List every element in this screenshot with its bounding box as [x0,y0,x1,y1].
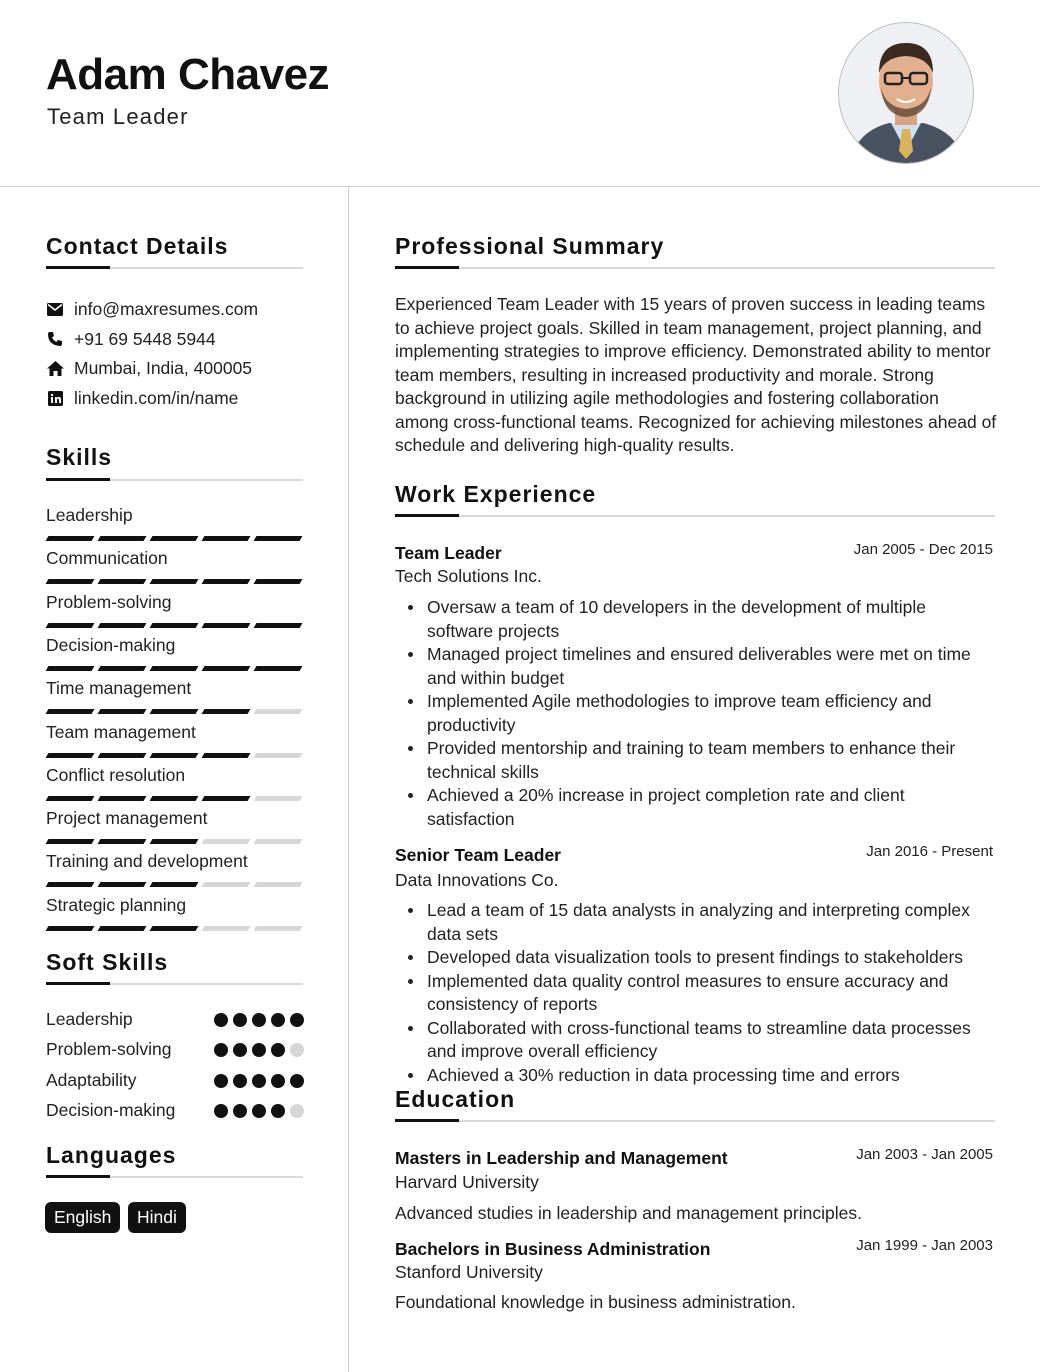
list-item: Implemented Agile methodologies to improve team efficiency and productivity [427,690,997,737]
skill-level-segment [150,753,199,758]
list-item: Provided mentorship and training to team members to enhance their technical skills [427,737,997,784]
candidate-title: Team Leader [47,104,189,129]
rating-dot [214,1104,228,1118]
skill-level-bar [47,623,301,628]
skill-level-segment [254,796,303,801]
rating-dot [271,1013,285,1027]
skill-level-segment [46,579,95,584]
language-badge: English [45,1202,120,1233]
degree-title: Masters in Leadership and Management [395,1148,728,1168]
job-company: Data Innovations Co. [395,870,559,890]
skill-level-bar [47,536,301,541]
skill-level-segment [254,926,303,931]
rating-dot [252,1104,266,1118]
school-name: Stanford University [395,1262,543,1282]
soft-skill-label: Leadership [46,1009,133,1029]
soft-skill-label: Adaptability [46,1070,137,1090]
skill-level-segment [202,623,251,628]
skill-level-segment [150,666,199,671]
skill-level-segment [150,882,199,887]
skill-level-bar [47,926,301,931]
profile-photo [838,22,974,164]
degree-dates: Jan 2003 - Jan 2005 [856,1146,993,1163]
skill-level-segment [46,536,95,541]
resume-header [0,0,1040,186]
rating-dot [290,1104,304,1118]
soft-skill-rating [214,1074,304,1088]
list-item: Managed project timelines and ensured deliverables were met on time and within budget [427,643,997,690]
skill-level-segment [150,709,199,714]
skill-level-segment [46,623,95,628]
skill-label: Strategic planning [46,895,187,915]
skill-level-segment [98,579,147,584]
skill-level-segment [254,666,303,671]
skill-level-segment [150,796,199,801]
list-item: Oversaw a team of 10 developers in the development of multiple software projects [427,596,997,643]
skill-level-segment [98,926,147,931]
summary-heading: Professional Summary [395,233,665,259]
column-divider [348,187,349,1372]
soft-skill-rating [214,1013,304,1027]
envelope-icon [46,300,64,318]
soft-skills-heading: Soft Skills [46,949,169,975]
summary-heading-rule [395,267,995,269]
rating-dot [233,1013,247,1027]
degree-description: Advanced studies in leadership and management principles. [395,1203,862,1223]
rating-dot [214,1013,228,1027]
list-item: Achieved a 20% increase in project completion rate and client satisfaction [427,784,997,831]
list-item: Developed data visualization tools to present findings to stakeholders [427,946,997,970]
soft-skill-label: Decision-making [46,1100,176,1120]
skill-level-bar [47,796,301,801]
skill-level-segment [202,839,251,844]
phone-icon [46,330,64,348]
contact-address [46,356,252,380]
skill-level-segment [98,753,147,758]
skill-level-segment [150,579,199,584]
linkedin-icon [46,389,64,407]
skill-level-segment [98,536,147,541]
rating-dot [233,1043,247,1057]
skills-heading-rule [46,479,303,481]
home-icon [46,359,64,377]
skill-level-segment [98,709,147,714]
skill-level-segment [46,926,95,931]
skill-level-segment [202,926,251,931]
job-company: Tech Solutions Inc. [395,566,542,586]
skill-level-segment [150,623,199,628]
list-item: Achieved a 30% reduction in data processing time and errors [427,1064,997,1088]
skill-level-segment [98,666,147,671]
skill-label: Training and development [46,851,248,871]
experience-heading: Work Experience [395,481,597,507]
skill-level-segment [150,926,199,931]
job-bullets [395,899,997,1087]
skills-heading: Skills [46,444,113,470]
job-title: Senior Team Leader [395,845,561,865]
skill-label: Leadership [46,505,133,525]
rating-dot [290,1043,304,1057]
job-dates: Jan 2016 - Present [866,843,993,860]
skill-level-segment [202,579,251,584]
skill-level-segment [254,709,303,714]
skill-level-segment [202,536,251,541]
rating-dot [214,1043,228,1057]
experience-heading-rule [395,515,995,517]
skill-level-segment [46,666,95,671]
skill-level-segment [98,623,147,628]
education-heading: Education [395,1086,516,1112]
contact-email-text: info@maxresumes.com [74,298,259,319]
skill-level-segment [202,753,251,758]
contact-linkedin[interactable] [46,386,238,410]
skill-level-segment [150,536,199,541]
skill-level-segment [46,753,95,758]
skill-level-bar [47,882,301,887]
degree-dates: Jan 1999 - Jan 2003 [856,1237,993,1254]
skill-level-segment [46,839,95,844]
header-divider [0,186,1040,187]
degree-description: Foundational knowledge in business administration. [395,1292,796,1312]
skill-label: Problem-solving [46,592,172,612]
skill-level-bar [47,579,301,584]
skill-level-segment [254,623,303,628]
skill-level-segment [202,666,251,671]
job-bullets [395,596,997,831]
skill-level-segment [202,882,251,887]
soft-skill-rating [214,1043,304,1057]
skill-label: Time management [46,678,192,698]
rating-dot [252,1074,266,1088]
skill-level-segment [98,796,147,801]
rating-dot [252,1013,266,1027]
skill-label: Communication [46,548,168,568]
school-name: Harvard University [395,1172,539,1192]
summary-text: Experienced Team Leader with 15 years of proven success in leading teams to achieve project goals. Skilled in team management, project planning, and implementing strategies to improve efficiency. Demonstrated ability to mentor team members, resulting in increased productivity and morale. Strong background in utilizing agile methodologies and fostering collaboration among cross-functional teams. Recognized for achieving milestones ahead of schedule and delivering high-quality results. [395,294,997,455]
language-badge: Hindi [128,1202,186,1233]
soft-skill-label: Problem-solving [46,1039,172,1059]
skill-label: Team management [46,722,196,742]
skill-level-bar [47,753,301,758]
rating-dot [233,1074,247,1088]
job-dates: Jan 2005 - Dec 2015 [853,541,993,558]
skill-level-segment [150,839,199,844]
skill-level-bar [47,709,301,714]
rating-dot [271,1104,285,1118]
candidate-name: Adam Chavez [46,50,330,99]
languages-heading: Languages [46,1142,177,1168]
contact-email[interactable] [46,297,258,321]
languages-heading-rule [46,1176,303,1178]
skill-label: Conflict resolution [46,765,186,785]
skill-level-segment [98,839,147,844]
soft-skills-heading-rule [46,983,303,985]
contact-address-text: Mumbai, India, 400005 [74,357,253,378]
portrait-image [839,23,973,163]
skill-level-segment [46,882,95,887]
rating-dot [290,1074,304,1088]
skill-level-segment [254,882,303,887]
skill-level-segment [46,796,95,801]
skill-level-segment [254,839,303,844]
rating-dot [271,1043,285,1057]
skill-level-bar [47,839,301,844]
skill-level-segment [46,709,95,714]
skill-label: Project management [46,808,208,828]
contact-phone[interactable] [46,327,216,351]
rating-dot [290,1013,304,1027]
skill-level-segment [254,536,303,541]
skill-level-bar [47,666,301,671]
skill-level-segment [254,579,303,584]
degree-title: Bachelors in Business Administration [395,1239,711,1259]
skill-level-segment [202,709,251,714]
rating-dot [271,1074,285,1088]
skill-label: Decision-making [46,635,176,655]
contact-linkedin-text: linkedin.com/in/name [74,387,239,408]
list-item: Collaborated with cross-functional teams to streamline data processes and improve overall efficiency [427,1017,997,1064]
education-heading-rule [395,1120,995,1122]
contact-heading: Contact Details [46,233,229,259]
skill-level-segment [202,796,251,801]
rating-dot [233,1104,247,1118]
skill-level-segment [98,882,147,887]
job-title: Team Leader [395,543,502,563]
rating-dot [252,1043,266,1057]
rating-dot [214,1074,228,1088]
list-item: Implemented data quality control measures to ensure accuracy and consistency of reports [427,970,997,1017]
soft-skill-rating [214,1104,304,1118]
contact-heading-rule [46,267,303,269]
skill-level-segment [254,753,303,758]
list-item: Lead a team of 15 data analysts in analyzing and interpreting complex data sets [427,899,997,946]
contact-phone-text: +91 69 5448 5944 [74,328,216,349]
